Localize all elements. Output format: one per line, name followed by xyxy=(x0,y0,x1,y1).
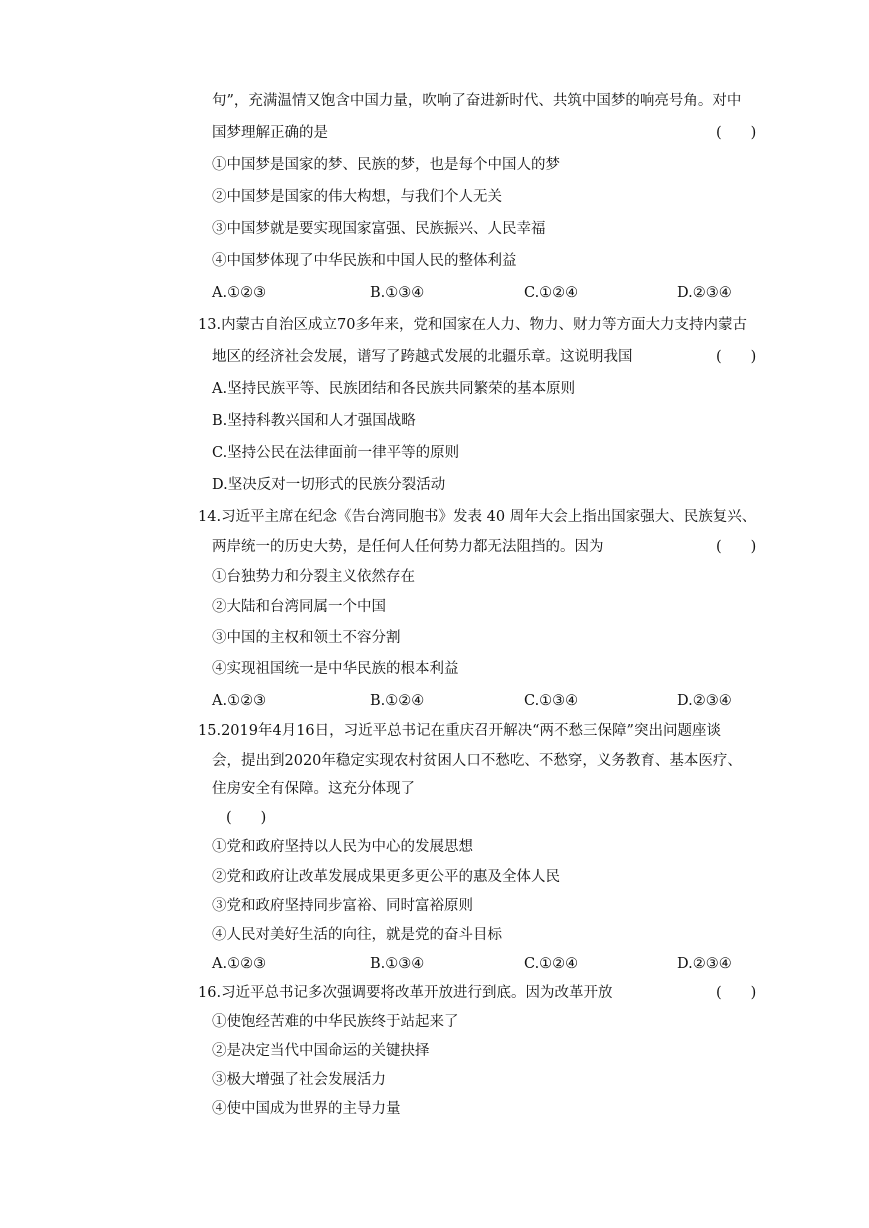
q14-option-b: B.①②④ xyxy=(370,693,425,709)
q12-option-d: D.②③④ xyxy=(677,285,732,301)
q16-stem-line-1 xyxy=(198,983,613,1003)
q16-answer-blank: ( ) xyxy=(716,985,757,1001)
q14-item-4: ④实现祖国统一是中华民族的根本利益 xyxy=(212,661,459,677)
q13-stem-line-1 xyxy=(198,315,747,335)
q14-number: 14. xyxy=(198,509,222,525)
q12-option-a: A.①②③ xyxy=(212,285,267,301)
q16-item-2: ②是决定当代中国命运的关键抉择 xyxy=(212,1043,430,1059)
q14-item-3: ③中国的主权和领土不容分割 xyxy=(212,630,401,646)
q15-stem-line-3: 住房安全有保障。这充分体现了 xyxy=(212,781,415,797)
q14-option-d: D.②③④ xyxy=(677,693,732,709)
q13-option-c: C.坚持公民在法律面前一律平等的原则 xyxy=(212,445,460,461)
q16-item-3: ③极大增强了社会发展活力 xyxy=(212,1072,386,1088)
q12-answer-blank: ( ) xyxy=(716,125,757,141)
q13-answer-blank: ( ) xyxy=(716,349,757,365)
q15-item-4: ④人民对美好生活的向往，就是党的奋斗目标 xyxy=(212,927,502,943)
q12-stem-line-2: 国梦理解正确的是 xyxy=(212,125,328,141)
q16-stem-text-1: 习近平总书记多次强调要将改革开放进行到底。因为改革开放 xyxy=(221,985,613,1001)
q15-option-b: B.①③④ xyxy=(370,956,425,972)
q15-answer-blank: ( ) xyxy=(226,810,267,826)
q12-options xyxy=(212,283,772,303)
q15-item-1: ①党和政府坚持以人民为中心的发展思想 xyxy=(212,839,473,855)
q16-item-1: ①使饱经苦难的中华民族终于站起来了 xyxy=(212,1014,459,1030)
q14-stem-text-1: 习近平主席在纪念《告台湾同胞书》发表 40 周年大会上指出国家强大、民族复兴、 xyxy=(221,509,757,525)
q13-number: 13. xyxy=(198,317,222,333)
q15-stem-text-1: 2019年4月16日，习近平总书记在重庆召开解决“两不愁三保障”突出问题座谈 xyxy=(221,723,721,739)
q12-item-2: ②中国梦是国家的伟大构想，与我们个人无关 xyxy=(212,189,502,205)
q15-number: 15. xyxy=(198,723,222,739)
q13-option-b: B.坚持科教兴国和人才强国战略 xyxy=(212,413,416,429)
q12-item-1: ①中国梦是国家的梦、民族的梦，也是每个中国人的梦 xyxy=(212,157,560,173)
q14-answer-blank: ( ) xyxy=(716,539,757,555)
q13-stem-text-1: 内蒙古自治区成立70多年来，党和国家在人力、物力、财力等方面大力支持内蒙古 xyxy=(221,317,748,333)
q15-item-2: ②党和政府让改革发展成果更多更公平的惠及全体人民 xyxy=(212,869,560,885)
q14-item-1: ①台独势力和分裂主义依然存在 xyxy=(212,569,415,585)
q13-option-a: A.坚持民族平等、民族团结和各民族共同繁荣的基本原则 xyxy=(212,381,576,397)
q15-option-c: C.①②④ xyxy=(524,956,579,972)
q14-stem-line-1 xyxy=(198,507,756,527)
q14-option-a: A.①②③ xyxy=(212,693,267,709)
q15-option-a: A.①②③ xyxy=(212,956,267,972)
q15-stem-line-1 xyxy=(198,721,721,741)
q12-option-b: B.①③④ xyxy=(370,285,425,301)
q15-option-d: D.②③④ xyxy=(677,956,732,972)
q12-option-c: C.①②④ xyxy=(524,285,579,301)
q15-options xyxy=(212,954,772,974)
q12-item-3: ③中国梦就是要实现国家富强、民族振兴、人民幸福 xyxy=(212,221,546,237)
q14-option-c: C.①③④ xyxy=(524,693,579,709)
q15-item-3: ③党和政府坚持同步富裕、同时富裕原则 xyxy=(212,898,473,914)
q12-item-4: ④中国梦体现了中华民族和中国人民的整体利益 xyxy=(212,253,517,269)
q16-item-4: ④使中国成为世界的主导力量 xyxy=(212,1101,401,1117)
q14-stem-line-2: 两岸统一的历史大势，是任何人任何势力都无法阻挡的。因为 xyxy=(212,539,604,555)
q15-stem-line-2: 会，提出到2020年稳定实现农村贫困人口不愁吃、不愁穿，义务教育、基本医疗、 xyxy=(212,753,742,769)
q14-options xyxy=(212,691,772,711)
q13-stem-line-2: 地区的经济社会发展，谱写了跨越式发展的北疆乐章。这说明我国 xyxy=(212,349,633,365)
q12-stem-line-1: 句”，充满温情又饱含中国力量，吹响了奋进新时代、共筑中国梦的响亮号角。对中 xyxy=(212,93,742,109)
q13-option-d: D.坚决反对一切形式的民族分裂活动 xyxy=(212,477,446,493)
q14-item-2: ②大陆和台湾同属一个中国 xyxy=(212,599,386,615)
q16-number: 16. xyxy=(198,985,222,1001)
